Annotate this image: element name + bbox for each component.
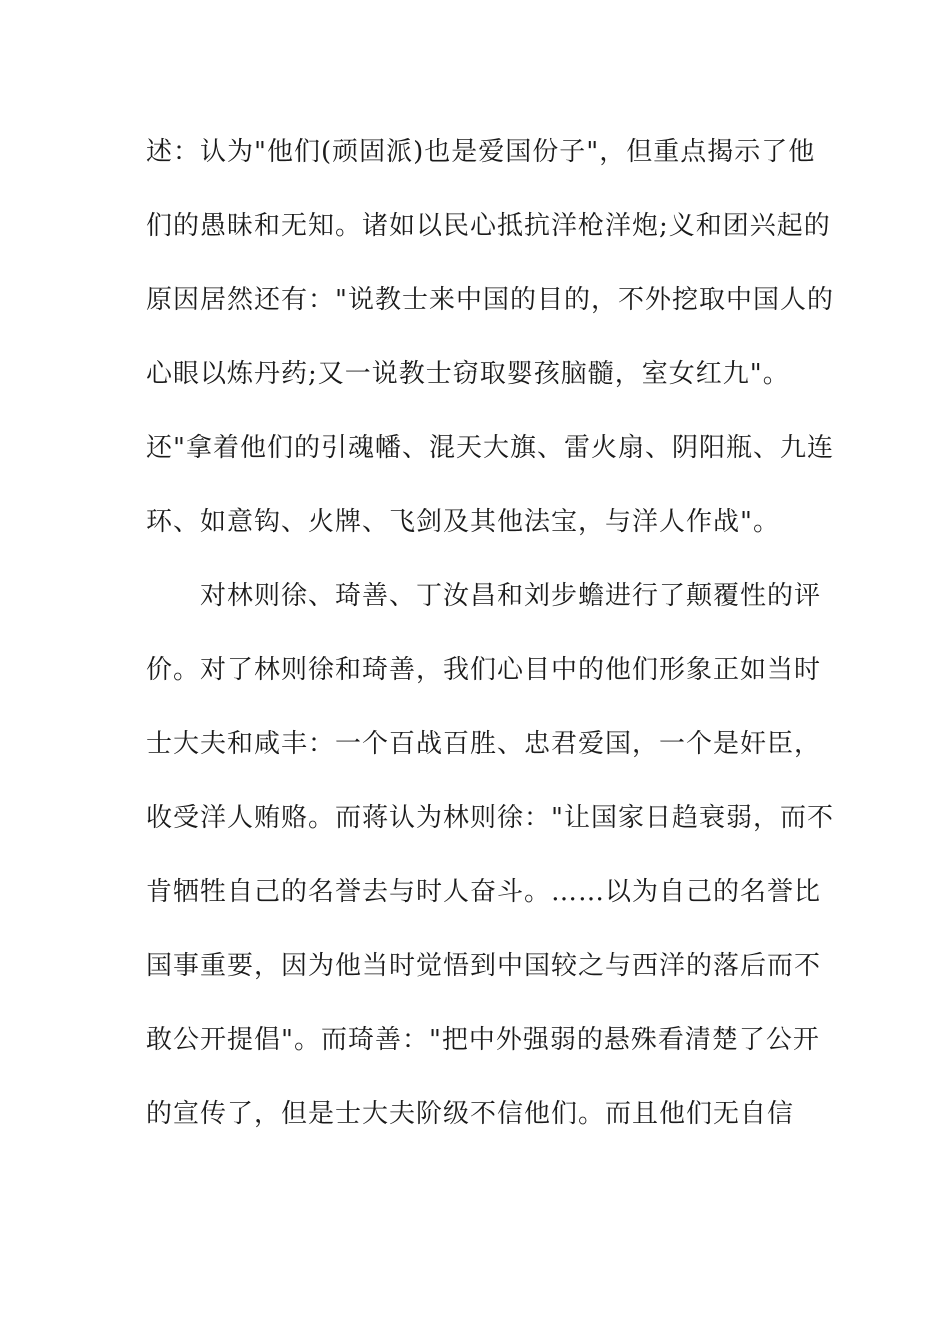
paragraph-start-line: 对林则徐、琦善、丁汝昌和刘步蟾进行了颠覆性的评	[146, 581, 822, 611]
text-line: 收受洋人贿赂。而蒋认为林则徐："让国家日趋衰弱，而不	[146, 803, 834, 833]
text-line: 肯牺牲自己的名誉去与时人奋斗。……以为自己的名誉比	[146, 877, 822, 907]
text-line: 环、如意钩、火牌、飞剑及其他法宝，与洋人作战"。	[146, 507, 780, 537]
text-line: 敢公开提倡"。而琦善："把中外强弱的悬殊看清楚了公开	[146, 1025, 820, 1055]
text-line: 还"拿着他们的引魂幡、混天大旗、雷火扇、阴阳瓶、九连	[146, 433, 834, 463]
text-line: 的宣传了，但是士大夫阶级不信他们。而且他们无自信	[146, 1099, 795, 1129]
text-line: 心眼以炼丹药;又一说教士窃取婴孩脑髓，室女红九"。	[146, 359, 790, 389]
text-line: 价。对了林则徐和琦善，我们心目中的他们形象正如当时	[146, 655, 822, 685]
text-line: 国事重要，因为他当时觉悟到中国较之与西洋的落后而不	[146, 951, 822, 981]
text-line: 原因居然还有："说教士来中国的目的，不外挖取中国人的	[146, 285, 834, 315]
text-line: 士大夫和咸丰：一个百战百胜、忠君爱国，一个是奸臣，	[146, 729, 822, 759]
text-line: 述：认为"他们(顽固派)也是爱国份子"，但重点揭示了他	[146, 137, 816, 167]
text-line: 们的愚昧和无知。诸如以民心抵抗洋枪洋炮;义和团兴起的	[146, 211, 831, 241]
